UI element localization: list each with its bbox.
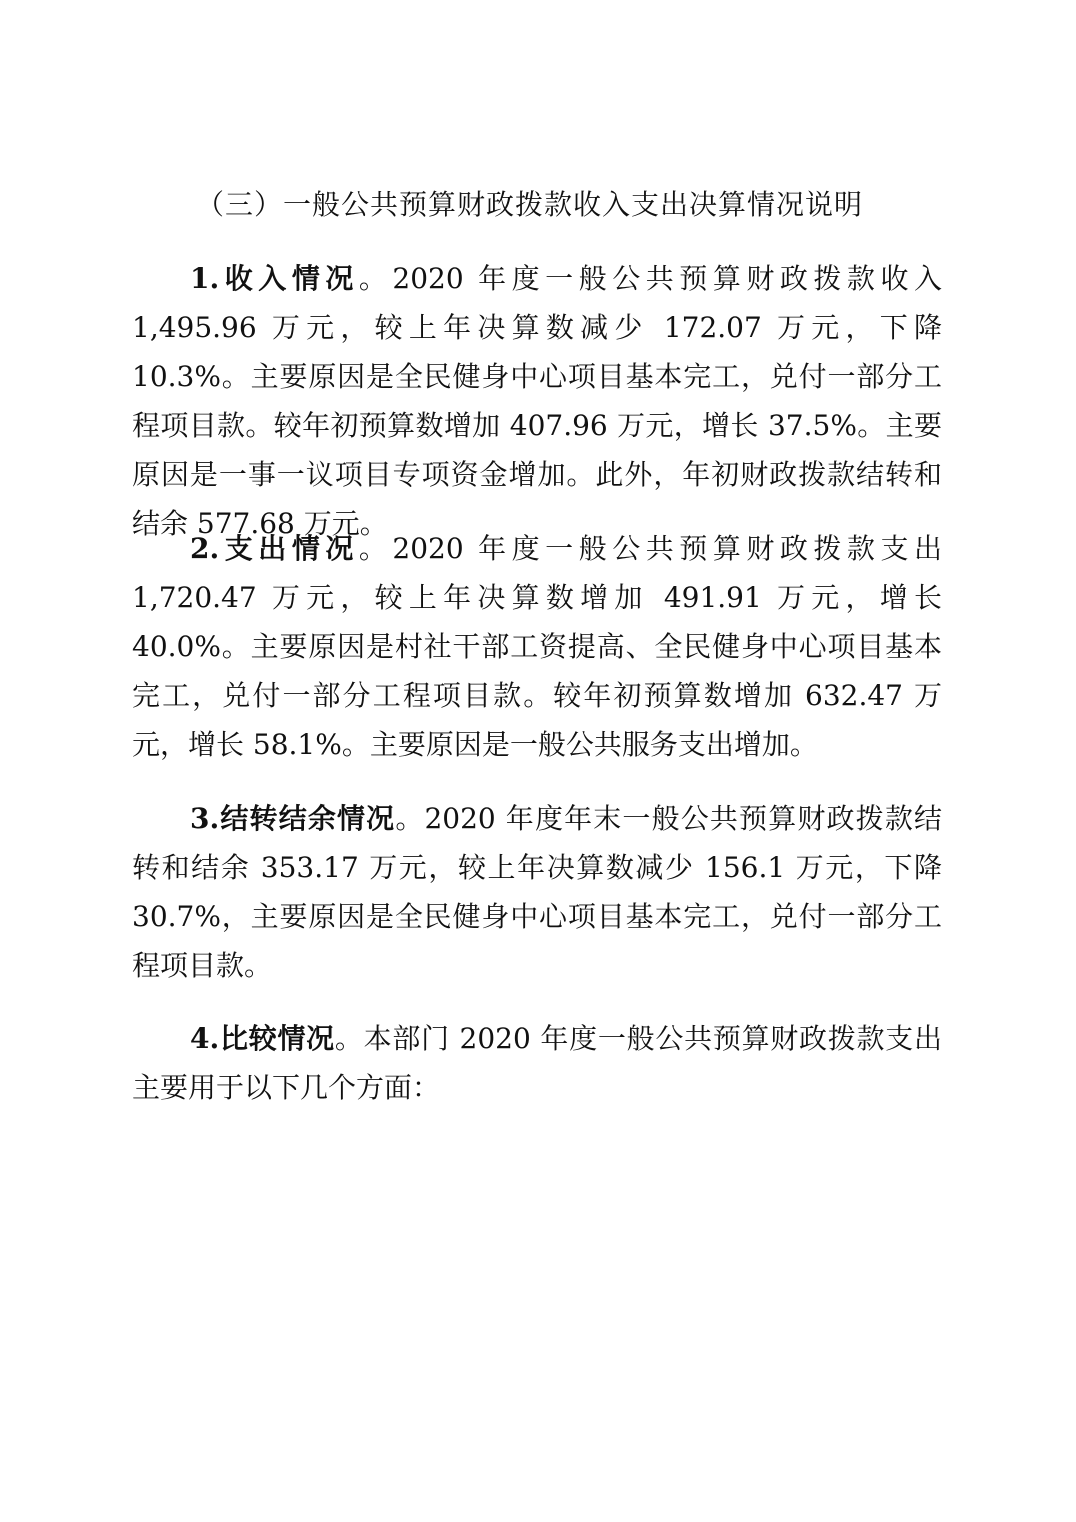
paragraph-carryover: [132, 794, 942, 990]
paragraph-expenditure: [132, 524, 942, 769]
paragraph-comparison: [132, 1014, 942, 1112]
paragraph-heading: 3.结转结余情况: [190, 802, 396, 835]
paragraph-heading: 2.支出情况: [190, 532, 359, 565]
paragraph-heading: 4.比较情况: [190, 1022, 335, 1055]
paragraph-heading: 1.收入情况: [190, 262, 359, 295]
paragraph-income: [132, 254, 942, 548]
section-title: （三）一般公共预算财政拨款收入支出决算情况说明: [196, 188, 864, 221]
paragraph-body: 。2020 年度一般公共预算财政拨款收入 1,495.96 万元，较上年决算数减少 172.07 万元，下降 10.3%。主要原因是全民健身中心项目基本完工，兑付一部分工程项目款。较年初预算数增加 407.96 万元，增长 37.5%。主要原因是一事一议项目专项资金增加。此外，年初财政拨款结转和结余 577.68 万元。: [132, 262, 942, 540]
paragraph-body: 。2020 年度一般公共预算财政拨款支出 1,720.47 万元，较上年决算数增加 491.91 万元，增长 40.0%。主要原因是村社干部工资提高、全民健身中心项目基本完工，兑付一部分工程项目款。较年初预算数增加 632.47 万 元，增长 58.1%。主要原因是一般公共服务支出增加。: [132, 532, 942, 761]
paragraph-body: 。本部门 2020 年度一般公共预算财政拨款支出主要用于以下几个方面：: [132, 1022, 942, 1104]
paragraph-body: 。2020 年度年末一般公共预算财政拨款结转和结余 353.17 万元，较上年决算数减少 156.1 万元，下降 30.7%，主要原因是全民健身中心项目基本完工，兑付一部分工程项目款。: [132, 802, 942, 982]
